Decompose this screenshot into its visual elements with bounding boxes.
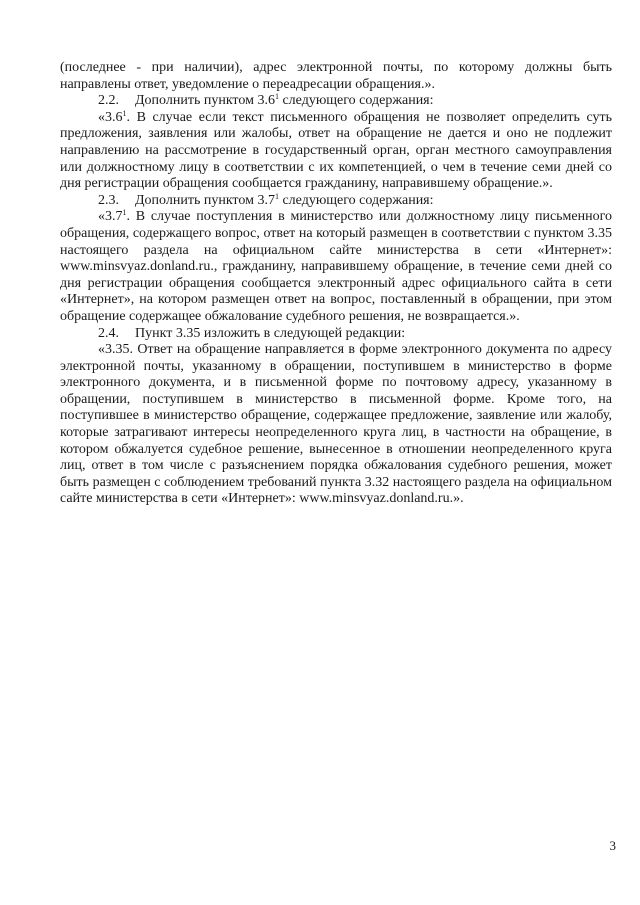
item-2-4	[60, 326, 612, 343]
clause-3-6-1	[60, 110, 612, 193]
page-number: 3	[609, 838, 616, 853]
item-number: 2.2.	[98, 93, 119, 109]
item-2-2	[60, 93, 612, 110]
item-number: 2.4.	[98, 325, 119, 341]
clause-prefix: «3.7	[98, 209, 123, 225]
paragraph-intro-continuation: (последнее - при наличии), адрес электронной почты, по которому должны быть направлены ответ, уведомление о переадресации обращения.».	[60, 60, 612, 92]
clause-3-7-1	[60, 209, 612, 325]
item-number: 2.3.	[98, 192, 119, 208]
item-2-3	[60, 193, 612, 210]
superscript: 1	[274, 191, 279, 201]
item-text-after: следующего содержания:	[278, 93, 434, 109]
document-body	[60, 60, 612, 508]
superscript: 1	[122, 208, 127, 218]
item-text: Пункт 3.35 изложить в следующей редакции:	[135, 325, 406, 341]
superscript: 1	[274, 92, 279, 102]
clause-prefix: «3.6	[98, 109, 123, 125]
clause-text: . В случае если текст письменного обращения не позволяет определить суть предложения, заявления или жалобы, ответ на обращение не дается и оно не подлежит направлению на рассмотрение в государственный орган, орган местного самоуправления или должностному лицу в соответствии с их компетенцией, о чем в течение семи дней со дня регистрации обращения сообщается гражданину, направившему обращение.».	[60, 109, 612, 192]
clause-3-35: «3.35. Ответ на обращение направляется в форме электронного документа по адресу электронной почты, указанному в обращении, поступившем в министерство в форме электронного документа, и в письменной форме по почтовому адресу, указанному в обращении, поступившем в министерство в письменной форме. Кроме того, на поступившее в министерство обращение, содержащее предложение, заявление или жалобу, которые затрагивают интересы неопределенного круга лиц, в частности на обращение, в котором обжалуется судебное решение, вынесенное в отношении неопределенного круга лиц, ответ в том числе с разъяснением порядка обжалования судебного решения, может быть размещен с соблюдением требований пункта 3.32 настоящего раздела на официальном сайте министерства в сети «Интернет»: www.minsvyaz.donland.ru.».	[60, 342, 612, 507]
item-text: Дополнить пунктом 3.7	[135, 192, 275, 208]
superscript: 1	[122, 108, 127, 118]
item-text-after: следующего содержания:	[278, 192, 434, 208]
clause-text: . В случае поступления в министерство или должностному лицу письменного обращения, содержащего вопрос, ответ на который размещен в соответствии с пунктом 3.35 настоящего раздела на официальном сайте министерства в сети «Интернет»: www.minsvyaz.donland.ru., гражданину, направившему обращение, в течение семи дней со дня регистрации обращения сообщается электронный адрес официального сайта в сети «Интернет», на котором размещен ответ на вопрос, поставленный в обращении, при этом обращение содержащее обжалование судебного решения, не возвращается.».	[60, 209, 612, 324]
item-text: Дополнить пунктом 3.6	[135, 93, 275, 109]
